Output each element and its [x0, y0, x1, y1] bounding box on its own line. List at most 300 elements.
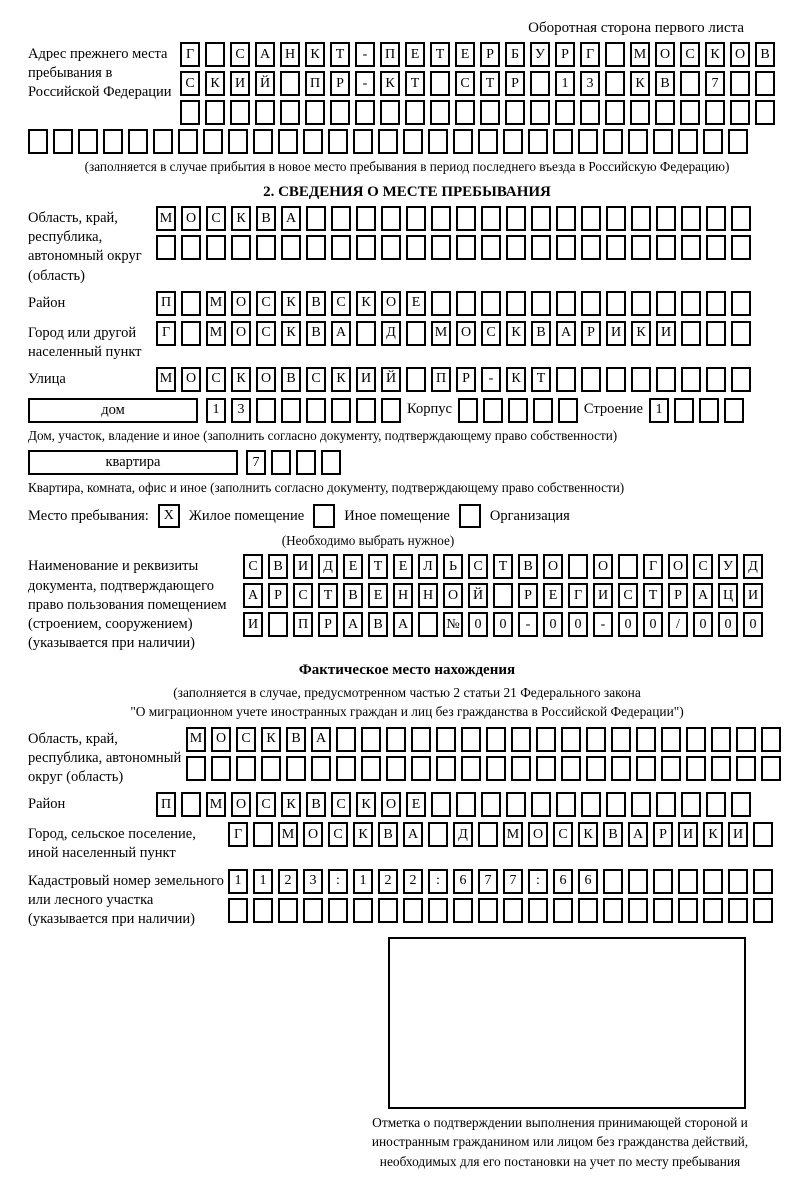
char-box[interactable] — [378, 898, 398, 923]
char-box[interactable]: Т — [430, 42, 450, 67]
char-box[interactable]: Д — [381, 321, 401, 346]
char-box[interactable] — [628, 898, 648, 923]
char-box[interactable] — [728, 869, 748, 894]
char-box[interactable] — [706, 367, 726, 392]
char-box[interactable]: К — [231, 367, 251, 392]
char-box[interactable] — [356, 398, 376, 423]
char-box[interactable] — [578, 898, 598, 923]
char-box[interactable] — [661, 727, 681, 752]
char-box[interactable]: Г — [228, 822, 248, 847]
char-box[interactable] — [418, 612, 438, 637]
char-box[interactable] — [181, 792, 201, 817]
char-box[interactable] — [568, 554, 588, 579]
char-box[interactable]: К — [231, 206, 251, 231]
char-box[interactable]: О — [231, 792, 251, 817]
char-box[interactable]: С — [331, 291, 351, 316]
char-box[interactable] — [706, 206, 726, 231]
char-box[interactable]: Н — [393, 583, 413, 608]
char-box[interactable] — [231, 235, 251, 260]
char-box[interactable] — [536, 756, 556, 781]
char-box[interactable]: О — [231, 291, 251, 316]
char-box[interactable]: 0 — [693, 612, 713, 637]
char-box[interactable] — [631, 367, 651, 392]
char-box[interactable]: Е — [368, 583, 388, 608]
char-box[interactable]: В — [368, 612, 388, 637]
char-box[interactable] — [331, 398, 351, 423]
char-box[interactable] — [711, 756, 731, 781]
checkbox-residential[interactable]: X — [158, 504, 180, 528]
char-box[interactable] — [336, 727, 356, 752]
char-box[interactable] — [321, 450, 341, 475]
char-box[interactable]: К — [356, 291, 376, 316]
char-box[interactable] — [511, 727, 531, 752]
char-box[interactable]: И — [243, 612, 263, 637]
char-box[interactable]: К — [506, 321, 526, 346]
char-box[interactable] — [206, 235, 226, 260]
char-box[interactable]: К — [261, 727, 281, 752]
char-box[interactable]: Г — [580, 42, 600, 67]
char-box[interactable]: Б — [505, 42, 525, 67]
char-box[interactable] — [128, 129, 148, 154]
char-box[interactable] — [653, 898, 673, 923]
char-box[interactable]: 0 — [643, 612, 663, 637]
char-box[interactable]: М — [156, 206, 176, 231]
char-box[interactable] — [628, 129, 648, 154]
char-box[interactable] — [456, 235, 476, 260]
char-box[interactable]: Р — [480, 42, 500, 67]
char-box[interactable]: Й — [255, 71, 275, 96]
char-box[interactable]: С — [206, 367, 226, 392]
char-box[interactable] — [255, 100, 275, 125]
char-box[interactable]: О — [211, 727, 231, 752]
char-box[interactable] — [405, 100, 425, 125]
char-box[interactable] — [728, 898, 748, 923]
char-box[interactable]: Е — [406, 291, 426, 316]
char-box[interactable] — [556, 235, 576, 260]
char-box[interactable]: / — [668, 612, 688, 637]
char-box[interactable]: 3 — [231, 398, 251, 423]
char-box[interactable] — [506, 792, 526, 817]
char-box[interactable]: С — [293, 583, 313, 608]
char-box[interactable]: С — [553, 822, 573, 847]
char-box[interactable] — [456, 291, 476, 316]
char-box[interactable]: В — [518, 554, 538, 579]
char-box[interactable] — [681, 206, 701, 231]
char-box[interactable] — [386, 727, 406, 752]
char-box[interactable] — [328, 898, 348, 923]
char-box[interactable]: 0 — [743, 612, 763, 637]
char-box[interactable] — [256, 235, 276, 260]
char-box[interactable] — [605, 71, 625, 96]
char-box[interactable] — [611, 756, 631, 781]
char-box[interactable] — [480, 100, 500, 125]
char-box[interactable] — [603, 869, 623, 894]
char-box[interactable] — [530, 100, 550, 125]
char-box[interactable]: Р — [668, 583, 688, 608]
char-box[interactable] — [328, 129, 348, 154]
char-box[interactable] — [268, 612, 288, 637]
char-box[interactable] — [681, 291, 701, 316]
char-box[interactable]: А — [311, 727, 331, 752]
char-box[interactable] — [481, 206, 501, 231]
char-box[interactable] — [678, 129, 698, 154]
char-box[interactable] — [431, 792, 451, 817]
char-box[interactable] — [431, 206, 451, 231]
char-box[interactable]: : — [328, 869, 348, 894]
char-box[interactable] — [478, 129, 498, 154]
char-box[interactable] — [286, 756, 306, 781]
char-box[interactable] — [331, 235, 351, 260]
char-box[interactable] — [236, 756, 256, 781]
char-box[interactable]: К — [506, 367, 526, 392]
char-box[interactable]: Е — [543, 583, 563, 608]
char-box[interactable] — [381, 206, 401, 231]
char-box[interactable] — [303, 898, 323, 923]
char-box[interactable]: И — [230, 71, 250, 96]
char-box[interactable] — [731, 792, 751, 817]
char-box[interactable]: Ц — [718, 583, 738, 608]
char-box[interactable]: И — [728, 822, 748, 847]
char-box[interactable] — [699, 398, 719, 423]
char-box[interactable]: Т — [531, 367, 551, 392]
char-box[interactable] — [611, 727, 631, 752]
char-box[interactable]: И — [606, 321, 626, 346]
char-box[interactable] — [28, 129, 48, 154]
char-box[interactable]: Е — [343, 554, 363, 579]
char-box[interactable]: 7 — [478, 869, 498, 894]
char-box[interactable]: 1 — [649, 398, 669, 423]
char-box[interactable] — [628, 869, 648, 894]
char-box[interactable] — [356, 321, 376, 346]
char-box[interactable] — [453, 129, 473, 154]
char-box[interactable]: В — [306, 321, 326, 346]
char-box[interactable]: В — [281, 367, 301, 392]
char-box[interactable]: 6 — [553, 869, 573, 894]
char-box[interactable] — [681, 235, 701, 260]
char-box[interactable]: В — [378, 822, 398, 847]
char-box[interactable] — [736, 756, 756, 781]
char-box[interactable] — [356, 235, 376, 260]
char-box[interactable] — [253, 822, 273, 847]
char-box[interactable] — [456, 792, 476, 817]
char-box[interactable]: П — [156, 792, 176, 817]
char-box[interactable] — [606, 235, 626, 260]
char-box[interactable]: О — [730, 42, 750, 67]
char-box[interactable] — [311, 756, 331, 781]
char-box[interactable]: Т — [643, 583, 663, 608]
char-box[interactable] — [606, 291, 626, 316]
char-box[interactable]: Р — [318, 612, 338, 637]
char-box[interactable] — [406, 367, 426, 392]
char-box[interactable]: А — [393, 612, 413, 637]
char-box[interactable]: 1 — [353, 869, 373, 894]
char-box[interactable] — [731, 206, 751, 231]
char-box[interactable]: О — [181, 206, 201, 231]
char-box[interactable]: И — [656, 321, 676, 346]
char-box[interactable] — [680, 100, 700, 125]
char-box[interactable] — [381, 398, 401, 423]
char-box[interactable]: О — [528, 822, 548, 847]
char-box[interactable]: Р — [330, 71, 350, 96]
char-box[interactable]: 2 — [278, 869, 298, 894]
char-box[interactable]: - — [355, 71, 375, 96]
char-box[interactable]: - — [481, 367, 501, 392]
char-box[interactable]: П — [380, 42, 400, 67]
char-box[interactable]: Д — [453, 822, 473, 847]
char-box[interactable]: Р — [653, 822, 673, 847]
char-box[interactable] — [703, 869, 723, 894]
char-box[interactable] — [761, 756, 781, 781]
char-box[interactable]: П — [305, 71, 325, 96]
char-box[interactable] — [431, 291, 451, 316]
char-box[interactable] — [205, 42, 225, 67]
char-box[interactable]: Т — [480, 71, 500, 96]
char-box[interactable] — [281, 235, 301, 260]
char-box[interactable]: О — [456, 321, 476, 346]
char-box[interactable]: К — [281, 321, 301, 346]
char-box[interactable]: Ь — [443, 554, 463, 579]
char-box[interactable] — [753, 869, 773, 894]
char-box[interactable] — [511, 756, 531, 781]
char-box[interactable]: : — [528, 869, 548, 894]
char-box[interactable]: Н — [418, 583, 438, 608]
char-box[interactable] — [305, 100, 325, 125]
char-box[interactable] — [186, 756, 206, 781]
char-box[interactable] — [531, 235, 551, 260]
char-box[interactable] — [531, 291, 551, 316]
char-box[interactable]: А — [281, 206, 301, 231]
char-box[interactable] — [755, 71, 775, 96]
char-box[interactable] — [211, 756, 231, 781]
char-box[interactable]: Г — [156, 321, 176, 346]
char-box[interactable] — [555, 100, 575, 125]
char-box[interactable] — [705, 100, 725, 125]
char-box[interactable] — [153, 129, 173, 154]
char-box[interactable]: Е — [405, 42, 425, 67]
char-box[interactable]: В — [655, 71, 675, 96]
char-box[interactable] — [581, 367, 601, 392]
char-box[interactable]: 2 — [403, 869, 423, 894]
char-box[interactable] — [228, 129, 248, 154]
char-box[interactable] — [428, 822, 448, 847]
char-box[interactable] — [178, 129, 198, 154]
char-box[interactable] — [355, 100, 375, 125]
char-box[interactable]: С — [331, 792, 351, 817]
char-box[interactable]: Т — [405, 71, 425, 96]
char-box[interactable] — [381, 235, 401, 260]
char-box[interactable]: 0 — [543, 612, 563, 637]
char-box[interactable]: К — [703, 822, 723, 847]
char-box[interactable] — [503, 898, 523, 923]
char-box[interactable] — [430, 100, 450, 125]
char-box[interactable]: А — [556, 321, 576, 346]
char-box[interactable] — [606, 792, 626, 817]
char-box[interactable]: С — [236, 727, 256, 752]
char-box[interactable]: - — [518, 612, 538, 637]
char-box[interactable]: С — [455, 71, 475, 96]
char-box[interactable]: В — [306, 792, 326, 817]
char-box[interactable]: С — [618, 583, 638, 608]
char-box[interactable] — [558, 398, 578, 423]
char-box[interactable] — [553, 898, 573, 923]
char-box[interactable] — [278, 898, 298, 923]
char-box[interactable]: С — [243, 554, 263, 579]
char-box[interactable]: 1 — [228, 869, 248, 894]
char-box[interactable] — [631, 792, 651, 817]
char-box[interactable]: В — [531, 321, 551, 346]
char-box[interactable] — [406, 235, 426, 260]
char-box[interactable] — [606, 206, 626, 231]
char-box[interactable]: К — [281, 792, 301, 817]
char-box[interactable] — [456, 206, 476, 231]
char-box[interactable] — [605, 42, 625, 67]
char-box[interactable] — [656, 206, 676, 231]
char-box[interactable] — [656, 367, 676, 392]
char-box[interactable]: К — [205, 71, 225, 96]
char-box[interactable] — [556, 367, 576, 392]
char-box[interactable]: К — [331, 367, 351, 392]
char-box[interactable]: П — [431, 367, 451, 392]
char-box[interactable] — [503, 129, 523, 154]
char-box[interactable]: Р — [555, 42, 575, 67]
char-box[interactable]: С — [693, 554, 713, 579]
char-box[interactable] — [656, 792, 676, 817]
char-box[interactable]: 7 — [705, 71, 725, 96]
char-box[interactable]: К — [356, 792, 376, 817]
char-box[interactable]: 7 — [246, 450, 266, 475]
char-box[interactable] — [181, 291, 201, 316]
char-box[interactable]: К — [705, 42, 725, 67]
char-box[interactable] — [205, 100, 225, 125]
char-box[interactable] — [681, 321, 701, 346]
char-box[interactable]: О — [256, 367, 276, 392]
char-box[interactable] — [724, 398, 744, 423]
char-box[interactable] — [686, 756, 706, 781]
char-box[interactable] — [506, 235, 526, 260]
char-box[interactable]: А — [343, 612, 363, 637]
char-box[interactable]: О — [443, 583, 463, 608]
char-box[interactable] — [428, 898, 448, 923]
char-box[interactable]: А — [693, 583, 713, 608]
char-box[interactable] — [478, 822, 498, 847]
char-box[interactable]: 7 — [503, 869, 523, 894]
char-box[interactable]: И — [293, 554, 313, 579]
char-box[interactable]: Г — [643, 554, 663, 579]
char-box[interactable] — [536, 727, 556, 752]
char-box[interactable]: М — [278, 822, 298, 847]
char-box[interactable] — [230, 100, 250, 125]
char-box[interactable]: С — [306, 367, 326, 392]
char-box[interactable] — [681, 792, 701, 817]
char-box[interactable]: - — [355, 42, 375, 67]
char-box[interactable] — [530, 71, 550, 96]
char-box[interactable] — [406, 206, 426, 231]
char-box[interactable] — [631, 206, 651, 231]
char-box[interactable]: 1 — [206, 398, 226, 423]
char-box[interactable]: А — [331, 321, 351, 346]
char-box[interactable]: А — [255, 42, 275, 67]
char-box[interactable] — [436, 727, 456, 752]
char-box[interactable] — [353, 898, 373, 923]
char-box[interactable] — [461, 727, 481, 752]
char-box[interactable] — [653, 129, 673, 154]
char-box[interactable] — [730, 100, 750, 125]
char-box[interactable]: С — [481, 321, 501, 346]
char-box[interactable] — [78, 129, 98, 154]
char-box[interactable]: К — [631, 321, 651, 346]
char-box[interactable] — [281, 398, 301, 423]
char-box[interactable]: М — [206, 792, 226, 817]
char-box[interactable]: Н — [280, 42, 300, 67]
char-box[interactable] — [755, 100, 775, 125]
char-box[interactable] — [481, 235, 501, 260]
char-box[interactable]: У — [718, 554, 738, 579]
char-box[interactable]: № — [443, 612, 463, 637]
char-box[interactable] — [458, 398, 478, 423]
char-box[interactable]: А — [403, 822, 423, 847]
char-box[interactable] — [386, 756, 406, 781]
char-box[interactable]: Е — [406, 792, 426, 817]
char-box[interactable]: К — [578, 822, 598, 847]
char-box[interactable] — [361, 727, 381, 752]
char-box[interactable]: Р — [505, 71, 525, 96]
char-box[interactable] — [336, 756, 356, 781]
char-box[interactable]: Т — [493, 554, 513, 579]
char-box[interactable] — [481, 792, 501, 817]
char-box[interactable]: О — [381, 792, 401, 817]
char-box[interactable] — [253, 129, 273, 154]
char-box[interactable]: Р — [581, 321, 601, 346]
char-box[interactable] — [606, 367, 626, 392]
char-box[interactable] — [506, 291, 526, 316]
char-box[interactable] — [605, 100, 625, 125]
char-box[interactable]: Е — [455, 42, 475, 67]
char-box[interactable] — [655, 100, 675, 125]
char-box[interactable] — [203, 129, 223, 154]
char-box[interactable] — [531, 792, 551, 817]
char-box[interactable] — [678, 898, 698, 923]
char-box[interactable]: У — [530, 42, 550, 67]
char-box[interactable] — [603, 129, 623, 154]
char-box[interactable]: О — [231, 321, 251, 346]
char-box[interactable]: - — [593, 612, 613, 637]
char-box[interactable] — [553, 129, 573, 154]
char-box[interactable] — [561, 727, 581, 752]
char-box[interactable] — [481, 291, 501, 316]
char-box[interactable]: М — [156, 367, 176, 392]
char-box[interactable] — [306, 206, 326, 231]
char-box[interactable] — [506, 206, 526, 231]
char-box[interactable] — [280, 100, 300, 125]
char-box[interactable] — [736, 727, 756, 752]
char-box[interactable]: М — [503, 822, 523, 847]
char-box[interactable]: М — [186, 727, 206, 752]
char-box[interactable] — [636, 756, 656, 781]
char-box[interactable]: В — [256, 206, 276, 231]
char-box[interactable]: 0 — [718, 612, 738, 637]
char-box[interactable] — [256, 398, 276, 423]
char-box[interactable] — [706, 235, 726, 260]
char-box[interactable] — [703, 129, 723, 154]
char-box[interactable] — [455, 100, 475, 125]
char-box[interactable] — [636, 727, 656, 752]
char-box[interactable] — [678, 869, 698, 894]
char-box[interactable] — [681, 367, 701, 392]
char-box[interactable] — [731, 321, 751, 346]
char-box[interactable] — [753, 898, 773, 923]
char-box[interactable]: Т — [318, 583, 338, 608]
char-box[interactable]: О — [181, 367, 201, 392]
